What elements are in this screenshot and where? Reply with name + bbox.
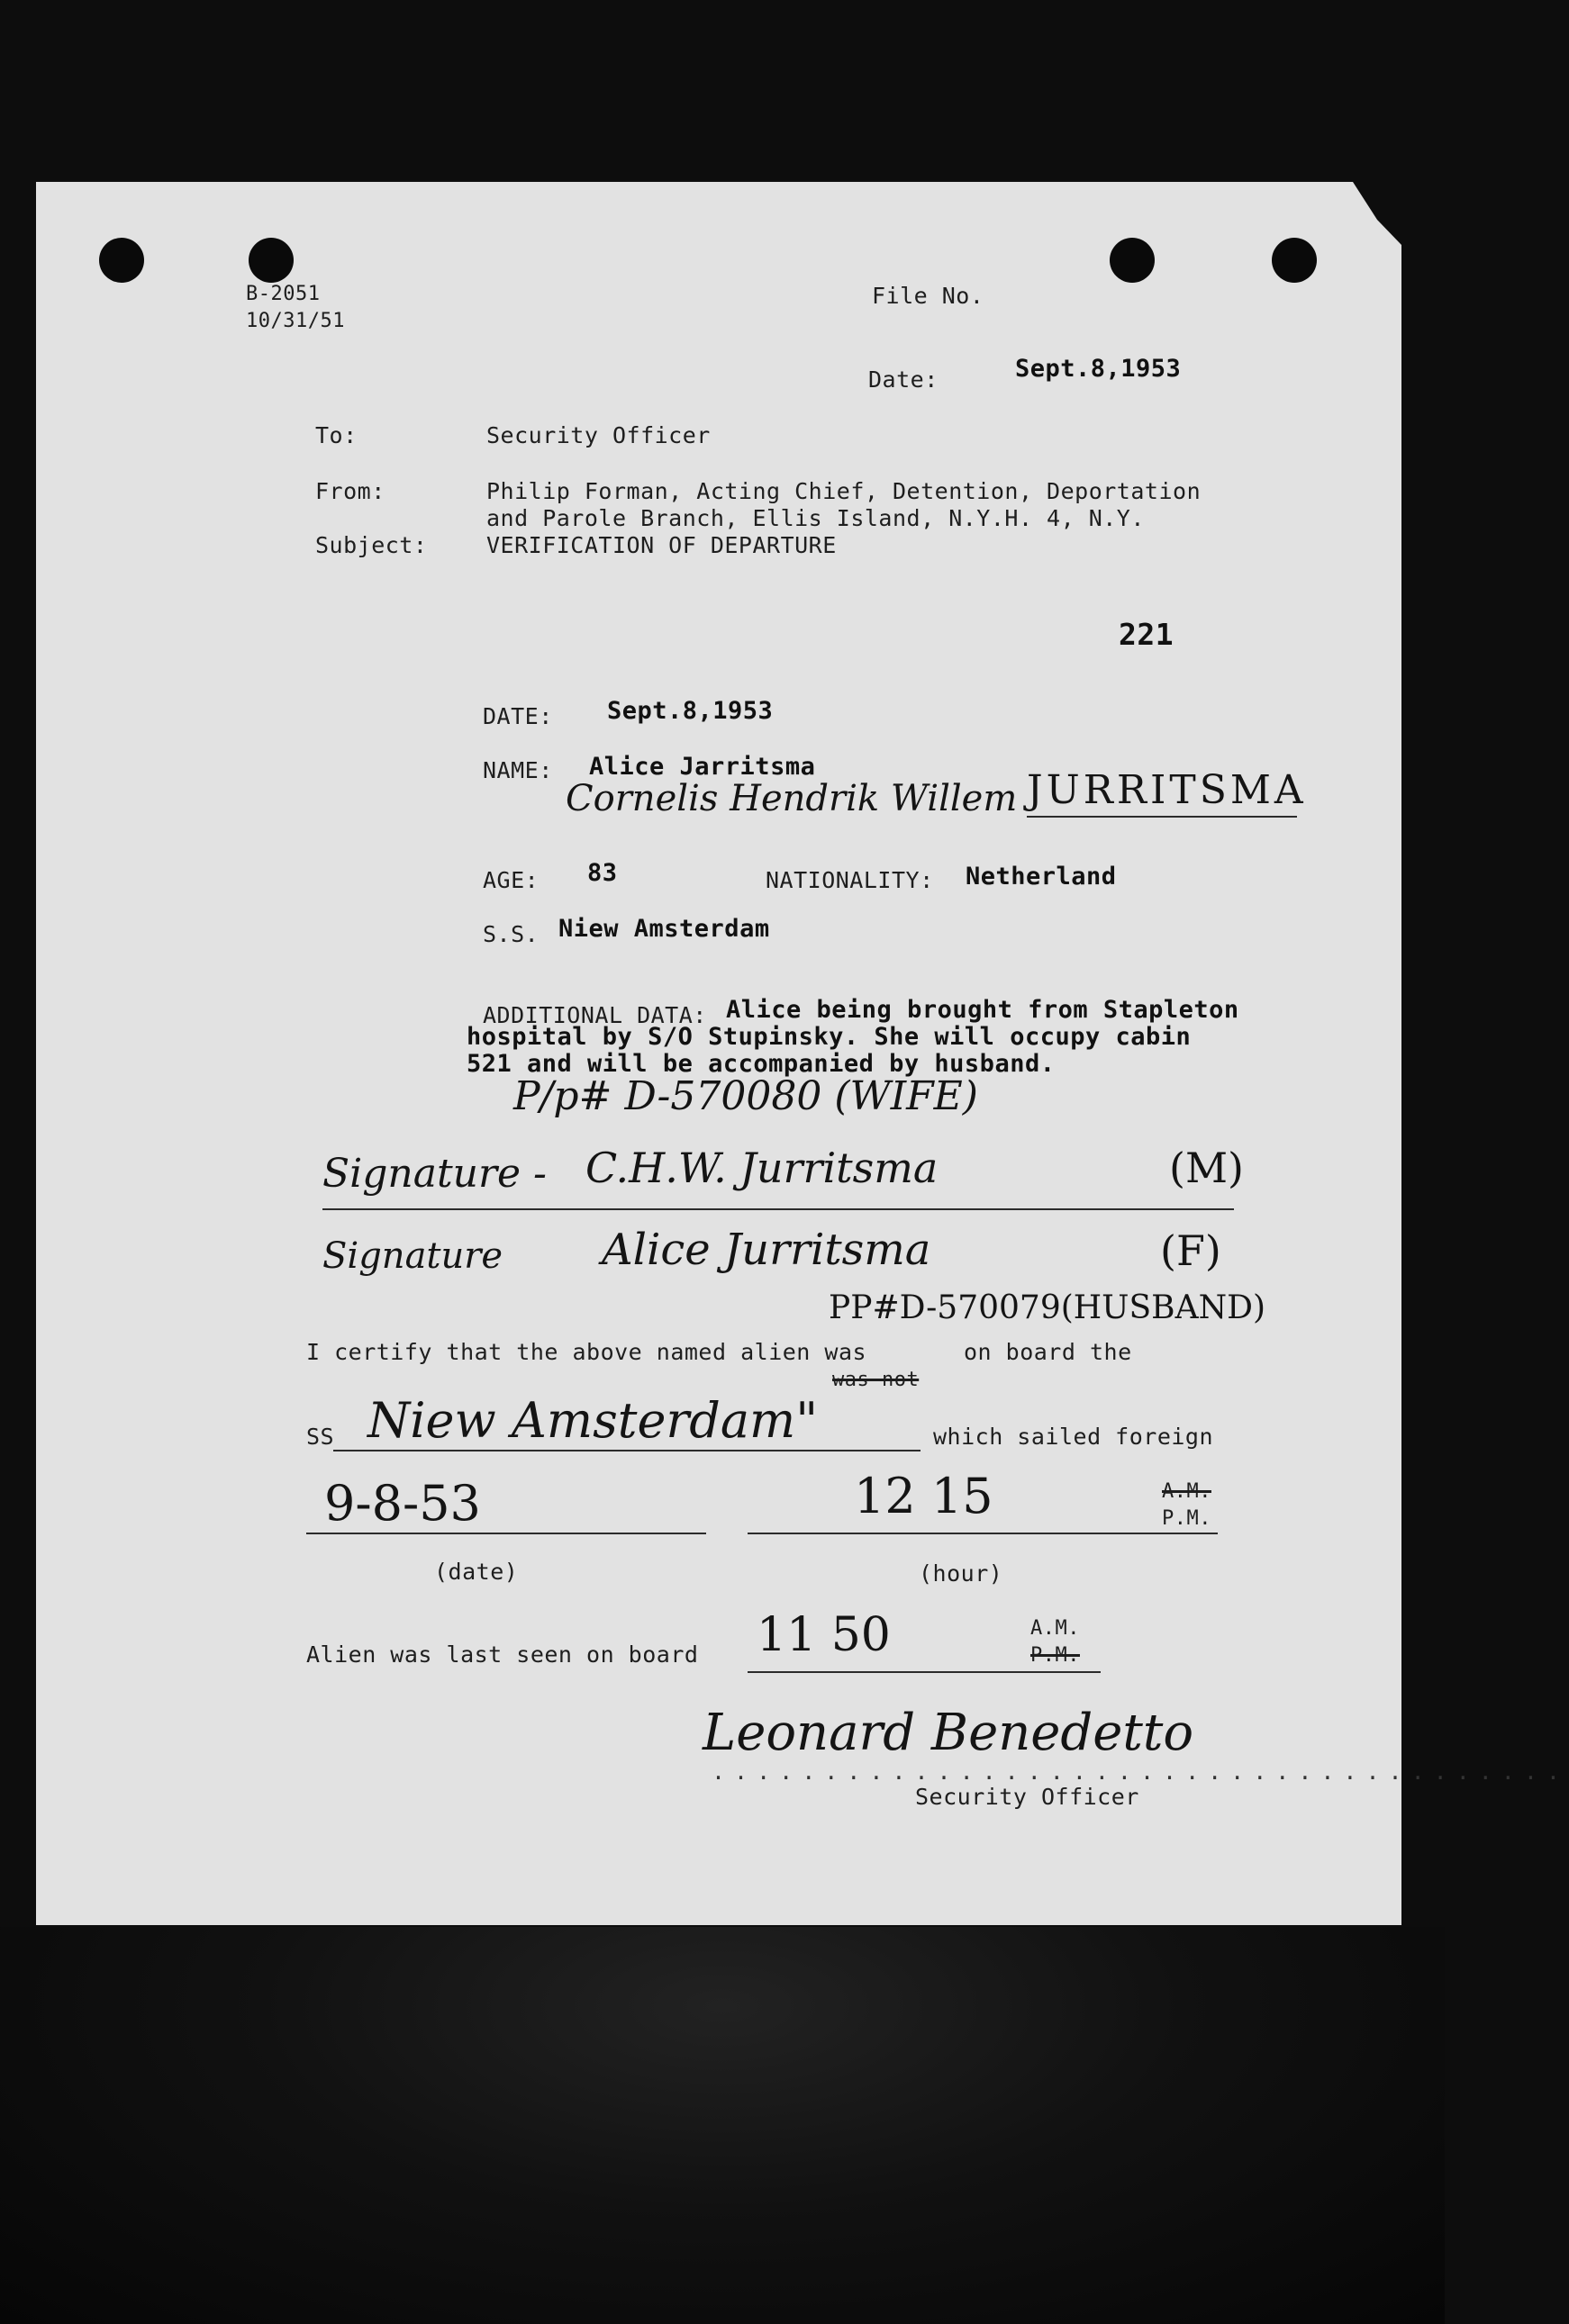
hour-caption: (hour): [919, 1560, 1003, 1587]
last-seen-text: Alien was last seen on board: [306, 1641, 699, 1668]
ss-detail-label: S.S.: [483, 921, 540, 947]
am-label: [1162, 1480, 1211, 1503]
sailed-text: which sailed foreign: [933, 1424, 1214, 1450]
document-page: [36, 182, 1569, 1925]
punch-hole-right-2: [1272, 238, 1317, 283]
signature-dotted-line: ......................................: [712, 1759, 1569, 1785]
additional-line-2: hospital by S/O Stupinsky. She will occupy cabin: [467, 1023, 1192, 1051]
date-caption: (date): [434, 1559, 519, 1585]
signature-1-mark: (M): [1169, 1144, 1244, 1192]
age-value: 83: [587, 859, 618, 887]
from-line-1: Philip Forman, Acting Chief, Detention, Deportation: [486, 478, 1202, 504]
torn-corner: [1320, 182, 1401, 245]
header-date-value: Sept.8,1953: [1015, 355, 1182, 383]
age-label: AGE:: [483, 867, 540, 893]
punch-hole-right-1: [1110, 238, 1155, 283]
ref-code: B-2051: [246, 283, 321, 305]
nationality-value: Netherland: [966, 863, 1117, 891]
memo-number: 221: [1119, 617, 1174, 652]
name-value: Alice Jarritsma: [589, 753, 816, 781]
name-label: NAME:: [483, 757, 553, 783]
handwritten-last-seen-time: 11 50: [757, 1608, 891, 1662]
signature-1-value: C.H.W. Jurritsma: [585, 1144, 939, 1192]
signature-1-line: [322, 1208, 1234, 1210]
last-seen-line: [748, 1671, 1101, 1673]
officer-title: Security Officer: [915, 1784, 1139, 1810]
to-value: Security Officer: [486, 422, 711, 448]
pm-struck-2: P.M.: [1030, 1644, 1080, 1667]
to-label: To:: [315, 422, 358, 448]
sail-hour-line: [748, 1533, 1218, 1534]
signature-2-value: Alice Jurritsma: [602, 1225, 931, 1275]
additional-line-1: Alice being brought from Stapleton: [726, 996, 1239, 1024]
ref-date: 10/31/51: [246, 310, 345, 332]
details-date-label: DATE:: [483, 703, 553, 729]
punch-hole-left-1: [99, 238, 144, 283]
ss-detail-value: Niew Amsterdam: [558, 915, 770, 943]
am-struck: A.M.: [1162, 1480, 1211, 1503]
details-date-value: Sept.8,1953: [607, 697, 774, 725]
additional-line-3: 521 and will be accompanied by husband.: [467, 1050, 1056, 1078]
ss-cert-label: SS: [306, 1424, 335, 1450]
handwritten-surname: JURRITSMA: [1027, 767, 1307, 813]
was-not-struck: was not: [832, 1369, 920, 1391]
signature-2-label: Signature: [322, 1235, 503, 1277]
handwritten-ship-name: Niew Amsterdam": [367, 1392, 819, 1449]
am-label-2: A.M.: [1030, 1617, 1080, 1640]
on-board-text: on board the: [964, 1339, 1132, 1365]
handwritten-sail-hour: 12 15: [854, 1468, 993, 1524]
subject-label: Subject:: [315, 532, 428, 558]
officer-signature: Leonard Benedetto: [703, 1704, 1194, 1762]
pm-label-2: [1030, 1644, 1080, 1667]
scan-background: [0, 1927, 1445, 2324]
punch-hole-left-2: [249, 238, 294, 283]
pm-label: P.M.: [1162, 1507, 1211, 1530]
certify-text: I certify that the above named alien was: [306, 1339, 867, 1365]
ship-name-line: [333, 1450, 921, 1451]
handwritten-passport-wife: P/p# D-570080 (WIFE): [513, 1073, 978, 1119]
sail-date-line: [306, 1533, 706, 1534]
handwritten-given-names: Cornelis Hendrik Willem: [566, 778, 1018, 819]
file-no-label: File No.: [872, 283, 984, 309]
additional-data-label: ADDITIONAL DATA:: [483, 1002, 707, 1028]
handwritten-passport-husband: PP#D-570079(HUSBAND): [829, 1289, 1266, 1326]
surname-underline: [1027, 816, 1297, 818]
subject-value: VERIFICATION OF DEPARTURE: [486, 532, 837, 558]
from-line-2: and Parole Branch, Ellis Island, N.Y.H. 4, N.Y.: [486, 505, 1145, 531]
nationality-label: NATIONALITY:: [766, 867, 934, 893]
header-date-label: Date:: [868, 366, 939, 393]
from-label: From:: [315, 478, 385, 504]
was-not-text: [832, 1369, 919, 1391]
signature-1-label: Signature -: [322, 1151, 547, 1197]
signature-2-mark: (F): [1160, 1226, 1221, 1275]
handwritten-sail-date: 9-8-53: [324, 1475, 481, 1532]
